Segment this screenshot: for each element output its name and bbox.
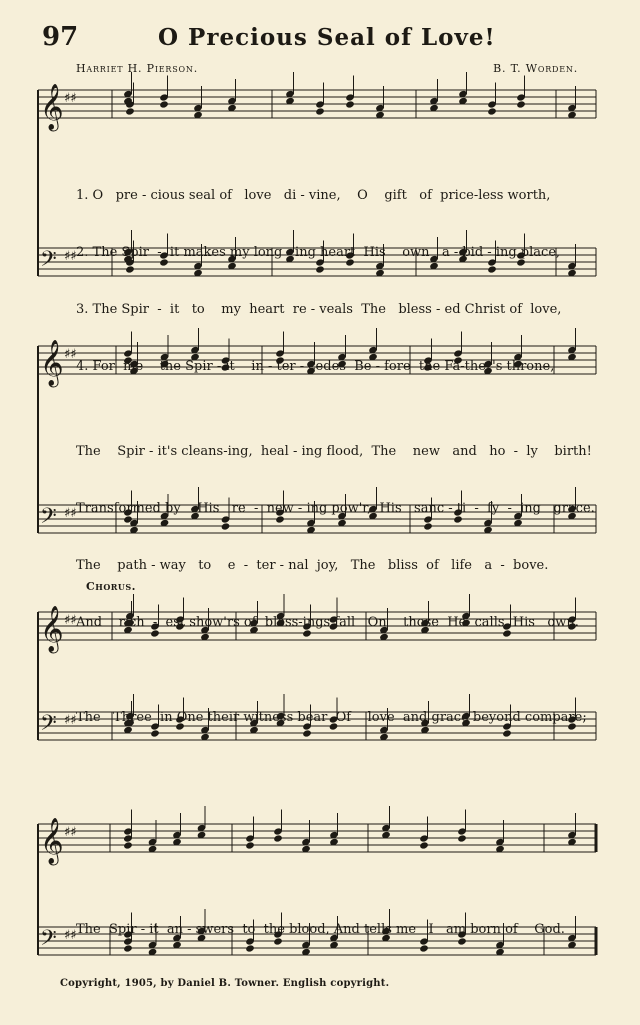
- notehead-icon: [123, 841, 133, 849]
- notehead-icon: [419, 841, 429, 849]
- bass-clef-icon: 𝄢: [40, 926, 57, 956]
- verse-line: 2. The Spir - it makes my long - ing heart His own a - bid - ing place,: [76, 245, 561, 260]
- notehead-icon: [245, 841, 255, 849]
- treble-clef-icon: 𝄞: [40, 818, 64, 864]
- treble-clef-icon: 𝄞: [40, 606, 64, 652]
- verse-line: The Three in One their witness bear Of love and grace beyond compare;: [76, 710, 587, 725]
- chorus-label: Chorus.: [86, 580, 137, 593]
- treble-clef-icon: 𝄞: [40, 340, 64, 386]
- author-credit: Harriet H. Pierson.: [76, 62, 198, 75]
- system-2-lyrics: [76, 404, 596, 651]
- composer-credit: B. T. Worden.: [493, 62, 578, 75]
- bass-clef-icon: 𝄢: [40, 504, 57, 534]
- notehead-icon: [457, 834, 467, 842]
- key-signature-icon: ♯♯: [64, 928, 77, 943]
- notehead-icon: [125, 107, 135, 115]
- notehead-icon: [159, 100, 169, 108]
- bass-clef-icon: 𝄢: [40, 711, 57, 741]
- copyright-notice: Copyright, 1905, by Daniel B. Towner. English copyright.: [60, 978, 390, 989]
- notehead-icon: [345, 100, 355, 108]
- key-signature-icon: ♯♯: [64, 713, 77, 728]
- verse-line: The path - way to e - ter - nal joy, The bliss of life a - bove.: [76, 558, 549, 573]
- verse-line: And rich - est show'rs of bless-ings fall On those He calls His own.: [76, 615, 579, 630]
- verse-line: 1. O pre - cious seal of love di - vine, O gift of price-less worth,: [76, 188, 551, 203]
- notehead-icon: [315, 107, 325, 115]
- key-signature-icon: ♯♯: [64, 347, 77, 362]
- key-signature-icon: ♯♯: [64, 249, 77, 264]
- notehead-icon: [516, 100, 526, 108]
- treble-clef-icon: 𝄞: [40, 84, 64, 130]
- verse-line: 4. For me the Spir - it in - ter - cedes Be - fore the Fa-ther's throne,: [76, 359, 555, 374]
- system-4-lyrics: [76, 882, 596, 958]
- hymn-number: 97: [42, 22, 79, 52]
- hymn-title: O Precious Seal of Love!: [158, 24, 496, 51]
- verse-line: Transformed by His re - new - ing pow'r, His sanc - ti - fy - ing grace.: [76, 501, 595, 516]
- system-1-lyrics: [76, 148, 596, 395]
- key-signature-icon: ♯♯: [64, 613, 77, 628]
- key-signature-icon: ♯♯: [64, 506, 77, 521]
- verse-line: The Spir - it's cleans-ing, heal - ing flood, The new and ho - ly birth!: [76, 444, 592, 459]
- notehead-icon: [273, 834, 283, 842]
- verse-line: 3. The Spir - it to my heart re - veals The bless - ed Christ of love,: [76, 302, 562, 317]
- system-3-lyrics: [76, 670, 596, 746]
- key-signature-icon: ♯♯: [64, 825, 77, 840]
- verse-line: The Spir - it an - swers to the blood, And tells me I am born of God.: [76, 922, 565, 937]
- key-signature-icon: ♯♯: [64, 91, 77, 106]
- notehead-icon: [487, 107, 497, 115]
- bass-clef-icon: 𝄢: [40, 247, 57, 277]
